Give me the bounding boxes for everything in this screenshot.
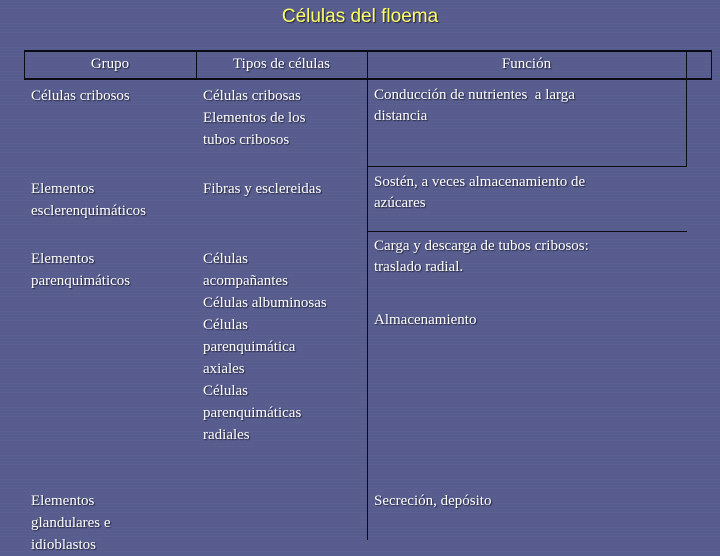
- table-header-border: [24, 78, 712, 80]
- row-divider: [367, 166, 687, 167]
- column-divider-2: [367, 50, 368, 540]
- cell-grupo-row3: Elementos parenquimáticos: [31, 251, 131, 289]
- cell-funcion-row4: Secreción, depósito: [374, 493, 492, 509]
- cell-grupo-row2: Elementos esclerenquimáticos: [31, 181, 146, 219]
- cell-funcion-row3: Carga y descarga de tubos cribosos: traslado radial.: [374, 238, 589, 275]
- cell-funcion-row1: Conducción de nutrientes a larga distancia: [374, 87, 575, 124]
- cell-tipos-row2: Fibras y esclereidas: [203, 181, 322, 197]
- cell-funcion-row3-b: Almacenamiento: [374, 312, 477, 328]
- page-title: Células del floema: [281, 6, 439, 27]
- row-divider: [367, 231, 687, 232]
- header-grupo: Grupo: [90, 56, 130, 72]
- cell-tipos-row3: Células acompañantes Células albuminosas Células parenquimática axiales Células parenquimáticas radiales: [203, 251, 327, 443]
- header-tipos: Tipos de células: [233, 56, 330, 72]
- cell-grupo-row4: Elementos glandulares e idioblastos: [31, 493, 111, 553]
- table-top-border: [24, 50, 712, 52]
- cell-funcion-row2: Sostén, a veces almacenamiento de azúcares: [374, 174, 586, 211]
- cell-grupo-row1: Células cribosos: [31, 88, 130, 104]
- cell-tipos-row1: Células cribosas Elementos de los tubos cribosos: [203, 88, 306, 148]
- column-divider-right: [686, 50, 687, 166]
- column-divider-right-outer: [711, 50, 712, 80]
- header-funcion: Función: [501, 56, 552, 72]
